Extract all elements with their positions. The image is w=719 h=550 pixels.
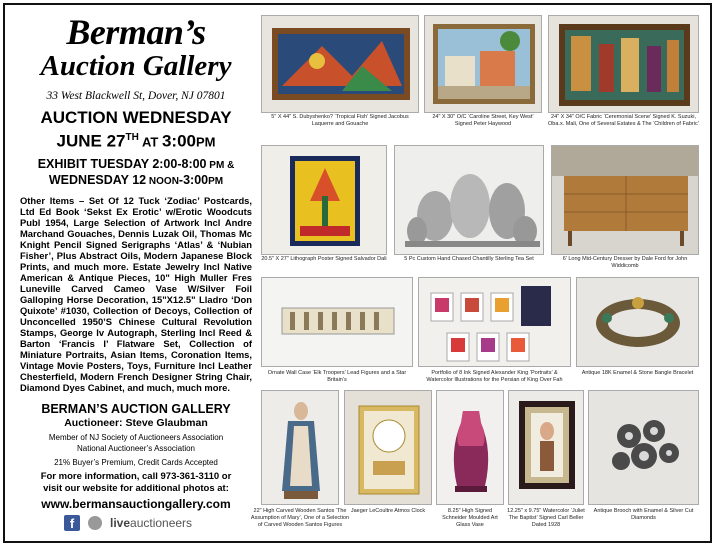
photo-mid-century-dresser [551, 145, 699, 255]
caption-14: Antique Brooch with Enamel & Silver Cut Diamonds [593, 508, 694, 521]
gallery-name: BERMAN’S AUCTION GALLERY [41, 401, 231, 416]
photo-tropical-fish-painting [261, 15, 419, 113]
caption-8: Portfolio of 8 Ink Signed Alexander King ‘Portraits’ & Watercolor Illustrations for the Persian of King Over Fah [426, 370, 563, 383]
membership: Member of NJ Society of Auctioneers Association National Auctioneer’s Association [48, 432, 224, 453]
brand-title: Berman’s [66, 12, 206, 52]
photo-key-west-painting [424, 15, 542, 113]
auctioneer: Auctioneer: Steve Glaubman [64, 416, 208, 429]
auction-date: JUNE 27TH AT 3:00PM [56, 131, 216, 151]
photo-brooch [588, 390, 699, 505]
caption-13: 12.25" x 9.75" Watercolor ‘Juliet The Baptist’ Signed Carl Beller Dated 1928 [507, 508, 585, 528]
photo-watercolor [508, 390, 584, 505]
photo-bangle-bracelet [576, 277, 699, 367]
left-column [20, 12, 252, 511]
social-links [64, 515, 192, 531]
caption-2: 24" X 30" O/C ‘Caroline Street, Key West’ Signed Peter Haywood [432, 114, 534, 127]
caption-5: 5 Pc Custom Hand Chased Chantilly Sterling Tea Set [404, 256, 534, 262]
photo-ceremonial-scene [548, 15, 699, 113]
premium: 21% Buyer’s Premium, Credit Cards Accepted [54, 457, 218, 467]
caption-9: Antique 18K Enamel & Stone Bangle Bracelet [581, 370, 694, 376]
caption-12: 8.25" High Signed Schneider Moulded Art Glass Vase [442, 508, 498, 528]
contact-info: For more information, call 973-361-3110 or visit our website for additional photos at: [40, 470, 232, 494]
address: 33 West Blackwell St, Dover, NJ 07801 [46, 90, 226, 102]
caption-7: Ornate Wall Case ‘Elk Troopers’ Lead Figures and a Star Britain’s [267, 370, 407, 383]
liveauctioneers-icon[interactable] [88, 516, 102, 530]
website-link[interactable]: www.bermansauctiongallery.com [41, 496, 231, 511]
other-items-text: Other Items – Set Of 12 Tuck ‘Zodiac’ Postcards, Ltd Ed Book ‘Sekst Ex Erotic’ w/Erotic Woodcuts Publ 1954, Large Selection of Artwork Incl Andre Marchand Gouaches, Dennis Luzak Oil, Thomas Mc Knight Pencil Signed Serigraphs ‘Atlas’ & ‘Nubian Fisher’, Plus Abstract Oils, Modern Japanese Block Prints, and much more. Estate Jewelry Incl Native American & Antique Pieces, 10" High Muller Fres Luneville Carved Cameo Vase W/Silver Foil Galloping Horse Decoration, 15"X12.5" Lladro ‘Don Quixote’ #1030, Collection of Decoys, Collection of Unconcelled 1950’S Chinese Cultural Revolution Stamps, George Iv Autograph, Sterling Incl Reed & Barton ‘Francis I’ Flatware Set, Collection of Miniature Portraits, Asian Items, Coronation Items, Vintage Movie Posters, Toys, Furniture Incl Leather Chesterfield, Modern French Designer String Chair, Diamond Dyes Cabinet, and much, much more. [20, 194, 252, 393]
caption-11: Jaeger LeCoultre Atmos Clock [350, 508, 426, 514]
photo-lead-figures [261, 277, 413, 367]
brand-subtitle: Auction Gallery [40, 50, 232, 82]
facebook-icon[interactable]: f [64, 515, 80, 531]
auction-day: AUCTION WEDNESDAY [40, 108, 232, 127]
caption-3: 24" X 34" O/C Fabric ‘Ceremonial Scene’ Signed K. Suzuki, Oba.x. Mali, One of Several Estates & The ‘Children of Fabric’ [548, 114, 699, 127]
photo-wooden-santos [261, 390, 339, 505]
caption-10: 22" High Carved Wooden Santos ‘The Assumption of Mary’, One of a Selection of Carved Wooden Santos Figures [250, 508, 350, 528]
caption-4: 20.5" X 27" Lithograph Poster Signed Salvador Dali [261, 256, 387, 262]
photo-dali-poster [261, 145, 387, 255]
photo-sterling-tea-set [394, 145, 544, 255]
exhibit-times: EXHIBIT TUESDAY 2:00-8:00 PM & WEDNESDAY 12 NOON-3:00PM [37, 156, 235, 187]
photo-portfolio [418, 277, 571, 367]
liveauctioneers-label[interactable]: liveauctioneers [110, 516, 193, 530]
caption-1: 5" X 44" S. Dubyshenko? ‘Tropical Fish’ Signed Jacobus Laquerre and Gouache [271, 114, 409, 127]
photo-art-glass-vase [436, 390, 504, 505]
photo-atmos-clock [344, 390, 432, 505]
caption-6: 6' Long Mid-Century Dresser by Dale Ford for John Widdicomb [562, 256, 688, 269]
